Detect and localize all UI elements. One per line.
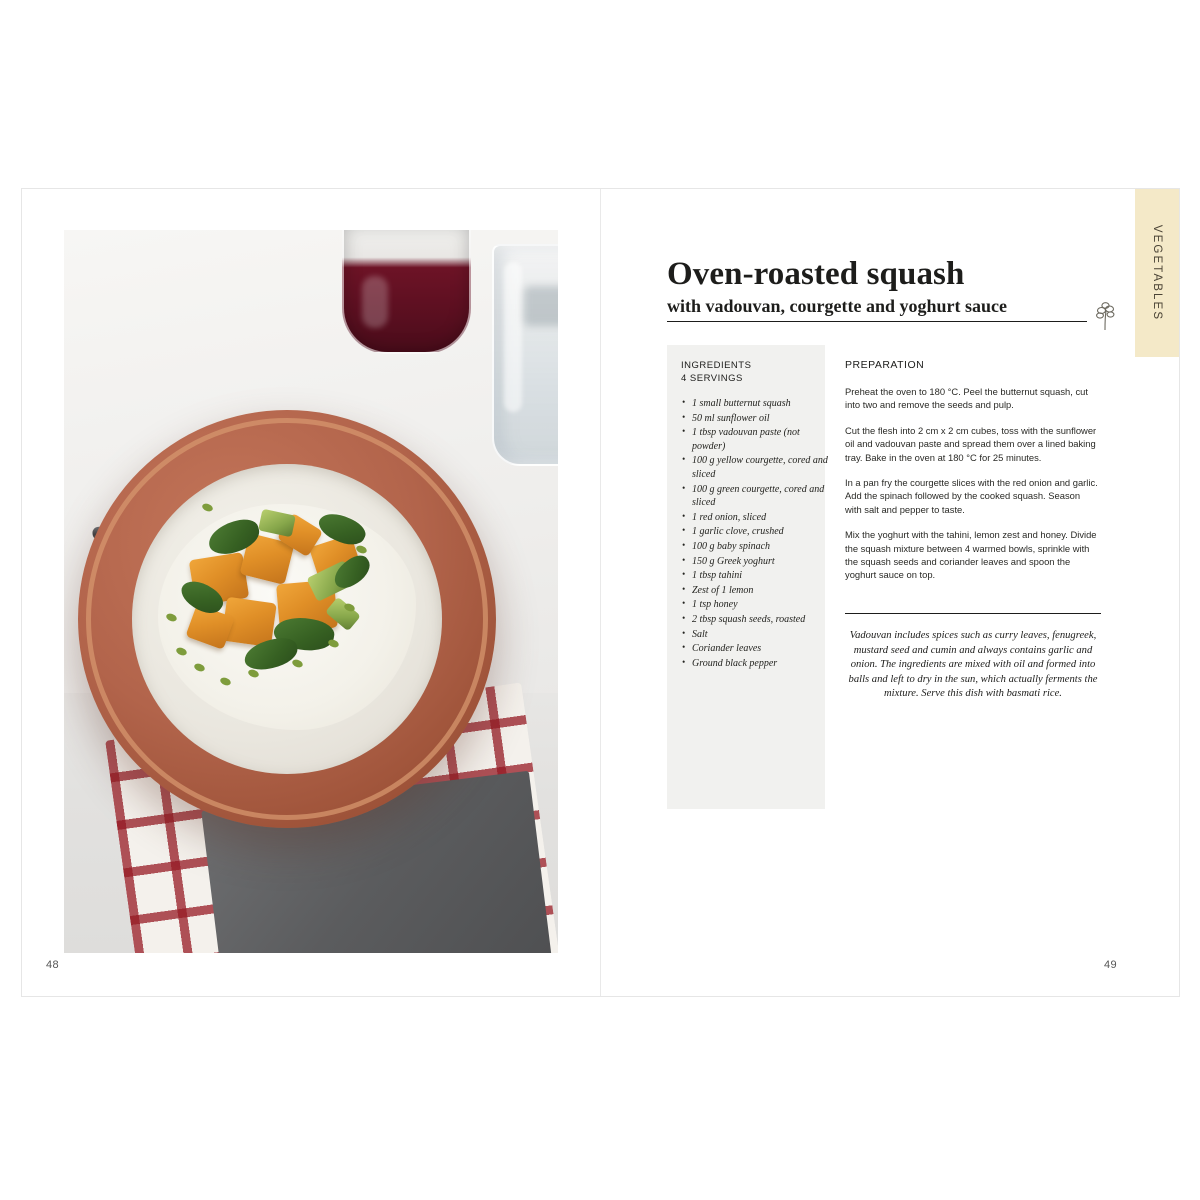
note-divider [845,613,1101,614]
book-spread [22,189,1179,996]
plate-well [132,464,442,774]
preparation-text [845,385,1099,594]
list-item: • 100 g green courgette, cored and sliced [692,483,828,510]
chapter-tab[interactable] [1135,189,1179,357]
preparation-heading: PREPARATION [845,359,925,371]
list-item: • Coriander leaves [692,642,828,656]
ingredients-panel [667,345,828,809]
preparation-paragraph: Preheat the oven to 180 °C. Peel the butternut squash, cut into two and remove the seeds and pulp. [845,386,1088,411]
preparation-paragraph: In a pan fry the courgette slices with the red onion and garlic. Add the spinach followed by the cooked squash. Season with salt and pepper to taste. [845,477,1098,515]
water-glass-icon [492,244,558,466]
ingredients-heading-line2: 4 SERVINGS [681,373,743,384]
list-item: • 100 g yellow courgette, cored and sliced [692,454,828,481]
list-item: • 1 tbsp vadouvan paste (not powder) [692,426,828,453]
list-item: • Ground black pepper [692,657,828,671]
squash-seed [201,502,214,513]
list-item: • Salt [692,628,828,642]
herb-sprig-icon [1089,301,1121,333]
right-page [601,189,1179,996]
recipe-note: Vadouvan includes spices such as curry leaves, fenugreek, mustard seed and cumin and always contains garlic and onion. The ingredients are mixed with oil and formed into balls and left to dry in the sun, which actually ferments the mixture. Serve this dish with basmati rice. [848,630,1098,700]
list-item: • 1 red onion, sliced [692,511,828,525]
list-item: • 2 tbsp squash seeds, roasted [692,613,828,627]
list-item: • 1 garlic clove, crushed [692,525,828,539]
preparation-paragraph: Cut the flesh into 2 cm x 2 cm cubes, toss with the sunflower oil and vadouvan paste and spread them over a lined baking tray. Bake in the oven at 180 °C for 25 minutes. [845,424,1097,463]
ingredients-heading-line1: INGREDIENTS [681,360,752,371]
page-number-right: 49 [1103,959,1117,971]
title-divider [667,321,1087,322]
recipe-photo [64,230,558,953]
terracotta-plate [78,410,496,828]
list-item: • 150 g Greek yoghurt [692,555,828,569]
preparation-paragraph: Mix the yoghurt with the tahini, lemon zest and honey. Divide the squash mixture between 4 warmed bowls, sprinkle with the squash seeds and coriander leaves and spoon the yoghurt sauce on top. [845,529,1097,581]
list-item: • Zest of 1 lemon [692,584,828,598]
page-number-left: 48 [46,959,60,971]
recipe-title: Oven-roasted squash [667,256,965,293]
left-page [22,189,601,996]
chapter-tab-label: VEGETABLES [1151,224,1163,322]
list-item: • 1 small butternut squash [692,397,828,411]
red-wine-glass-icon [342,230,471,354]
list-item: • 50 ml sunflower oil [692,412,828,426]
ingredients-heading [681,359,751,385]
ingredients-list [681,397,828,671]
list-item: • 1 tsp honey [692,598,828,612]
recipe-subtitle: with vadouvan, courgette and yoghurt sauce [667,295,1008,316]
photo-scene [64,230,558,953]
list-item: • 100 g baby spinach [692,540,828,554]
list-item: • 1 tbsp tahini [692,569,828,583]
